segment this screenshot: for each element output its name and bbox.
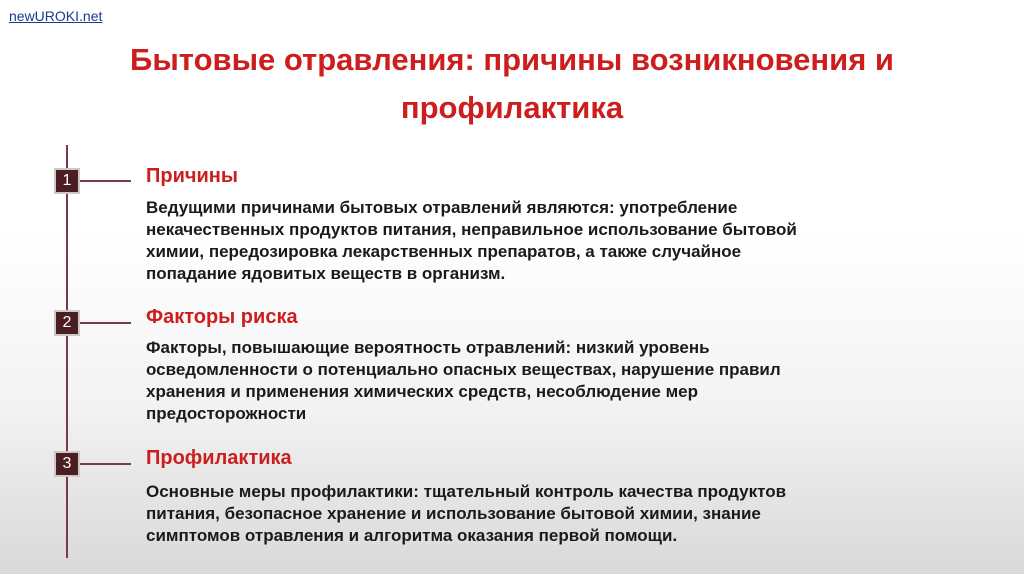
step-connector-2 bbox=[80, 322, 131, 324]
timeline-line bbox=[66, 145, 68, 558]
step-connector-3 bbox=[80, 463, 131, 465]
section-heading-prevention: Профилактика bbox=[146, 447, 292, 469]
section-text-prevention: Основные меры профилактики: тщательный контроль качества продуктов питания, безопасное хранение и использование бытовой химии, знание симптомов отравления и алгоритма оказания первой помощи. bbox=[146, 482, 787, 545]
step-number-1: 1 bbox=[54, 168, 80, 194]
section-heading-causes: Причины bbox=[146, 165, 238, 187]
step-connector-1 bbox=[80, 180, 131, 182]
brand-link[interactable]: newUROKI.net bbox=[9, 8, 103, 24]
section-heading-risk-factors: Факторы риска bbox=[146, 306, 298, 328]
step-number-3: 3 bbox=[54, 451, 80, 477]
section-text-risk-factors: Факторы, повышающие вероятность отравлений: низкий уровень осведомленности о потенциально опасных веществах, нарушение правил хранения и применения химических средств, несоблюдение мер предосторожности bbox=[146, 338, 781, 423]
page-title: Бытовые отравления: причины возникновения и профилактика bbox=[130, 42, 894, 125]
step-number-2: 2 bbox=[54, 310, 80, 336]
section-text-causes: Ведущими причинами бытовых отравлений являются: употребление некачественных продуктов питания, неправильное использование бытовой химии, передозировка лекарственных препаратов, а также случайное попадание ядовитых веществ в организм. bbox=[146, 198, 797, 283]
